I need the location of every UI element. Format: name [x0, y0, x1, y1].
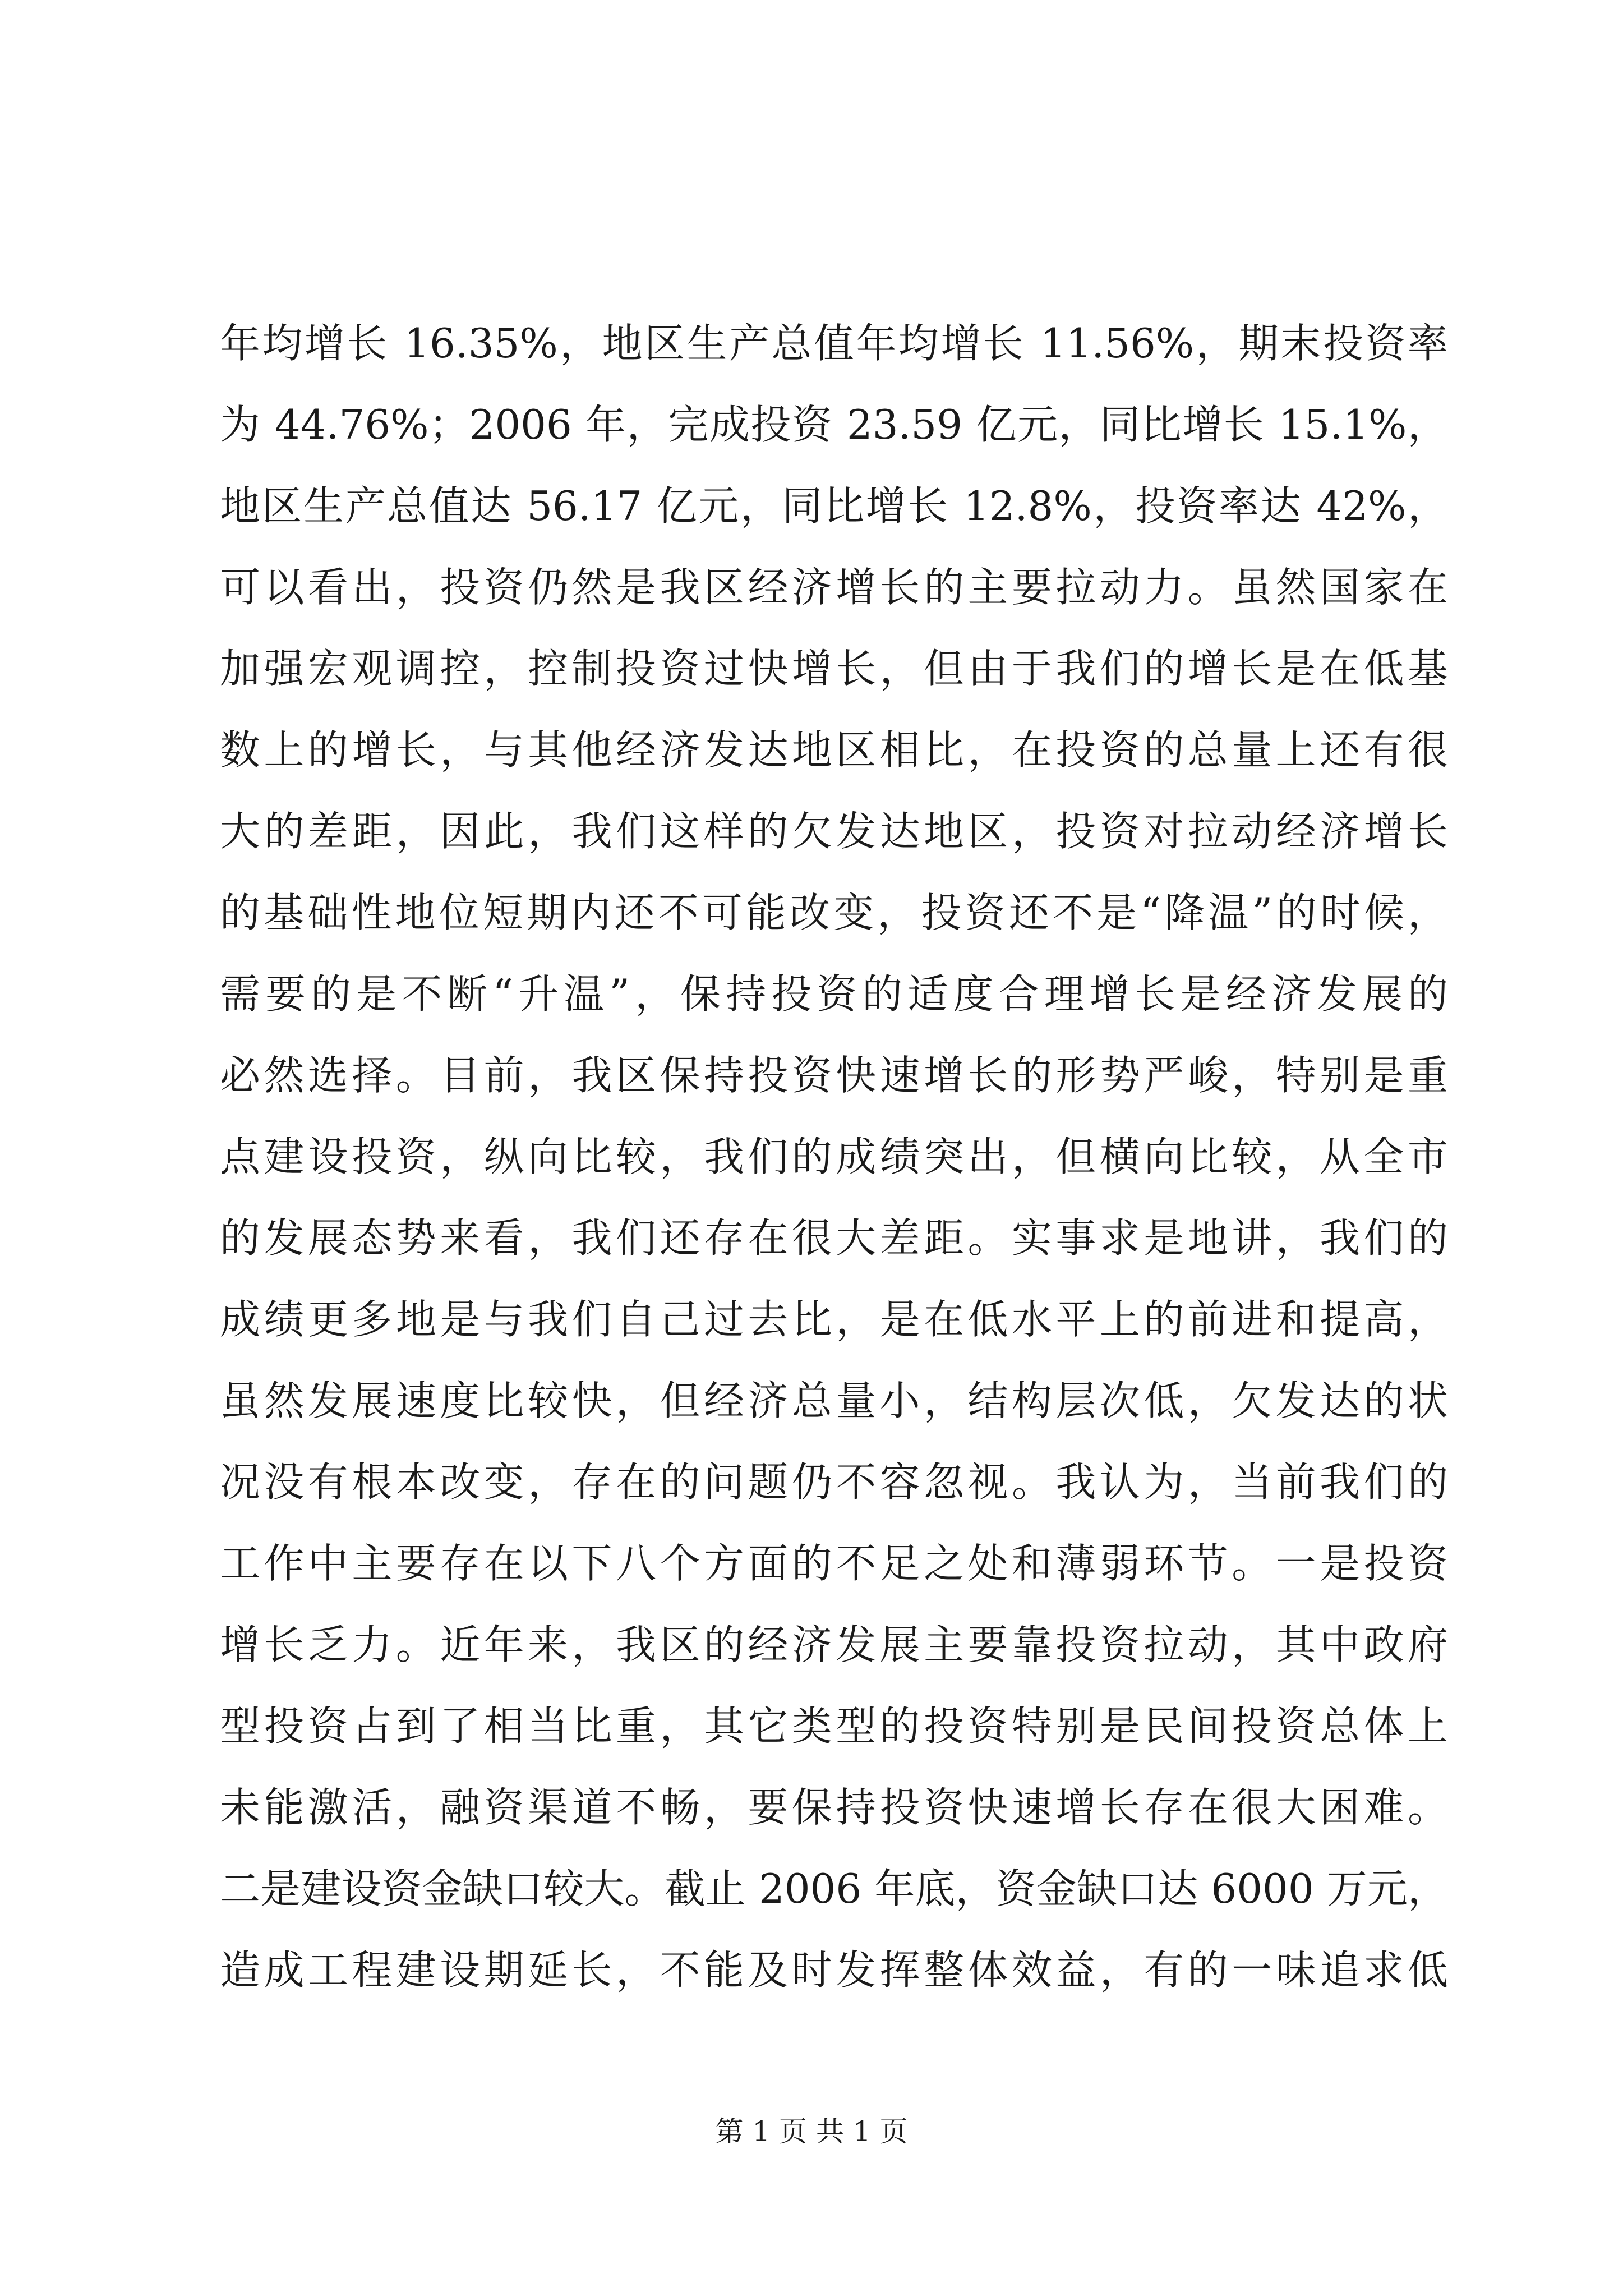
text-line: 型投资占到了相当比重，其它类型的投资特别是民间投资总体上: [220, 1703, 1448, 1750]
text-line: 的基础性地位短期内还不可能改变，投资还不是“降温”的时候，: [220, 889, 1448, 936]
text-line: 虽然发展速度比较快，但经济总量小，结构层次低，欠发达的状: [220, 1377, 1448, 1424]
text-line: 成绩更多地是与我们自己过去比，是在低水平上的前进和提高，: [220, 1296, 1448, 1343]
text-line: 增长乏力。近年来，我区的经济发展主要靠投资拉动，其中政府: [220, 1621, 1448, 1668]
text-line: 需要的是不断“升温”，保持投资的适度合理增长是经济发展的: [220, 970, 1448, 1018]
text-line: 造成工程建设期延长，不能及时发挥整体效益，有的一味追求低: [220, 1947, 1448, 1994]
text-line: 必然选择。目前，我区保持投资快速增长的形势严峻，特别是重: [220, 1052, 1448, 1099]
text-line: 年均增长 16.35%，地区生产总值年均增长 11.56%，期末投资率: [220, 320, 1448, 367]
text-line: 为 44.76%；2006 年，完成投资 23.59 亿元，同比增长 15.1%，: [220, 401, 1448, 448]
text-line: 点建设投资，纵向比较，我们的成绩突出，但横向比较，从全市: [220, 1133, 1448, 1180]
text-line: 工作中主要存在以下八个方面的不足之处和薄弱环节。一是投资: [220, 1540, 1448, 1587]
text-line: 大的差距，因此，我们这样的欠发达地区，投资对拉动经济增长: [220, 808, 1448, 855]
text-line: 数上的增长，与其他经济发达地区相比，在投资的总量上还有很: [220, 726, 1448, 774]
body-text: [220, 303, 1448, 2011]
text-line: 况没有根本改变，存在的问题仍不容忽视。我认为，当前我们的: [220, 1458, 1448, 1506]
text-line: 加强宏观调控，控制投资过快增长，但由于我们的增长是在低基: [220, 645, 1448, 692]
text-line: 未能激活，融资渠道不畅，要保持投资快速增长存在很大困难。: [220, 1784, 1448, 1831]
text-line: 的发展态势来看，我们还存在很大差距。实事求是地讲，我们的: [220, 1214, 1448, 1262]
text-line: 二是建设资金缺口较大。截止 2006 年底，资金缺口达 6000 万元，: [220, 1865, 1448, 1912]
text-line: 可以看出，投资仍然是我区经济增长的主要拉动力。虽然国家在: [220, 564, 1448, 611]
text-line: 地区生产总值达 56.17 亿元，同比增长 12.8%，投资率达 42%，: [220, 482, 1448, 530]
page-footer: 第 1 页 共 1 页: [715, 2115, 908, 2148]
